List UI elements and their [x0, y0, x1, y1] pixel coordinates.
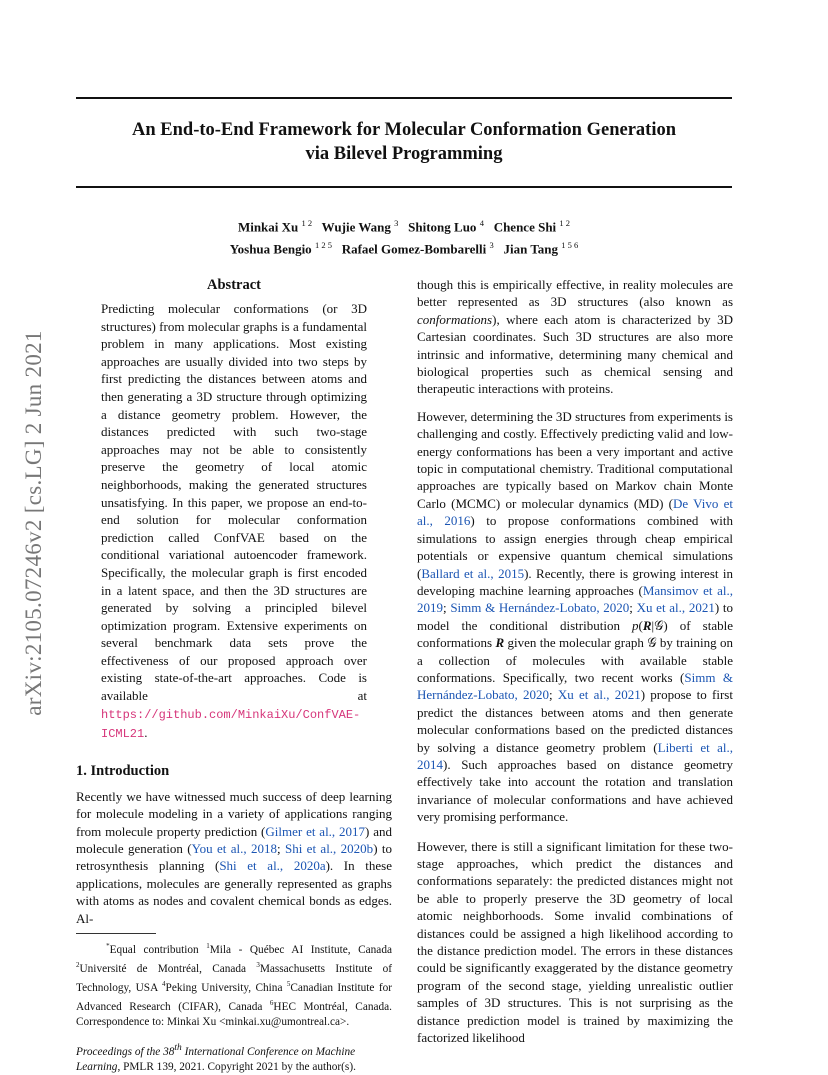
text-run: of stable conformations — [417, 617, 734, 651]
text-run: ), where each atom is characterized by 3D Cartesian coordinates. Such 3D structures are also more intrinsic and informative, determining many chemical and biological properties such as chemical sensing and therapeutic interactions with proteins. — [417, 311, 733, 397]
citation-link[interactable]: Xu et al., 2021 — [636, 600, 715, 616]
citation-link[interactable]: Simm & Hernández-Lobato, 2020 — [417, 669, 733, 703]
text-run: ). Recently, there is growing interest in developing machine learning approaches ( — [417, 565, 734, 598]
text-run: ; — [629, 600, 637, 616]
intro-paragraph — [76, 788, 392, 927]
footnote-mark: 2 — [76, 961, 80, 970]
text-run: ; — [443, 600, 451, 616]
author-affiliation: 3 — [489, 240, 494, 251]
citation-link[interactable]: Simm & Hernández-Lobato, 2020 — [450, 600, 630, 616]
abstract-end: . — [144, 725, 148, 741]
text-run: ) to propose conformations combined with simulations to assign energies through cheap empirical potentials or expensive quantum chemical simulations ( — [417, 513, 733, 581]
right-column — [417, 276, 733, 1046]
code-link[interactable]: https://github.com/MinkaiXu/ConfVAE-ICML21 — [101, 707, 361, 742]
text-run: th — [174, 1042, 182, 1053]
citation-link[interactable]: Shi et al., 2020b — [284, 841, 374, 857]
text-run: ) propose to first predict the distances between atoms and then generate molecular conformations based on the predicted distances by solving a distance geometry problem ( — [417, 687, 733, 755]
text-run: ) to model the conditional distribution — [417, 600, 733, 633]
math-symbol: p — [632, 617, 639, 633]
paper-title — [76, 118, 732, 166]
author-list — [76, 214, 732, 259]
text-run: HEC Montréal, Canada. Correspondence to: Minkai Xu <minkai.xu@umontreal.ca>. — [76, 1001, 392, 1029]
text-run: ). Such approaches based on distance geometry effectively take into account the rotation and translation invariance of molecular conformations and have achieved very promising performance. — [417, 756, 733, 825]
proceedings-note — [76, 1041, 392, 1075]
footnote-rule — [76, 933, 156, 934]
text-run: conformations — [417, 311, 493, 327]
text-run: Proceedings of the 38 — [76, 1045, 175, 1058]
author-name: Yoshua Bengio — [229, 241, 312, 257]
text-run: ) to retrosynthesis planning ( — [76, 841, 392, 874]
footnote-mark: 3 — [256, 961, 260, 970]
text-run: Mila - Québec AI Institute, Canada — [209, 943, 392, 956]
paragraph-1 — [417, 276, 733, 398]
author-affiliation: 1 2 — [301, 218, 313, 228]
text-run: ; — [548, 687, 558, 703]
citation-link[interactable]: Liberti et al., 2014 — [417, 739, 734, 772]
math-symbol: ( — [638, 617, 643, 633]
paragraph-3 — [417, 838, 733, 1047]
footnote-mark: 6 — [269, 999, 274, 1008]
title-rule-top — [76, 97, 732, 99]
citation-link[interactable]: Ballard et al., 2015 — [421, 565, 525, 581]
author-affiliation: 3 — [394, 218, 399, 228]
author-name: Jian Tang — [503, 241, 559, 257]
paper-title-line1: An End-to-End Framework for Molecular Conformation Generation — [132, 120, 676, 140]
math-symbol: 𝒢 — [654, 617, 664, 633]
section-heading-introduction: 1. Introduction — [76, 762, 170, 779]
text-run: Université de Montréal, Canada — [79, 962, 257, 975]
text-run: though this is empirically effective, in reality molecules are better represented as 3D structures (also known as — [417, 277, 733, 310]
author-affiliation: 1 2 — [559, 218, 571, 228]
abstract-heading: Abstract — [207, 277, 261, 293]
author-name: Shitong Luo — [408, 219, 477, 235]
citation-link[interactable]: De Vivo et al., 2016 — [417, 495, 734, 529]
author-line-1 — [76, 214, 732, 236]
citation-link[interactable]: Mansimov et al., 2019 — [417, 582, 733, 616]
text-run: ). In these applications, molecules are generally represented as graphs with atoms as nodes and covalent chemical bonds as edges. Al- — [76, 858, 392, 926]
footnote-mark: 4 — [162, 980, 166, 989]
math-symbol: R — [642, 617, 652, 633]
math-symbol: 𝒢 — [647, 635, 657, 651]
text-run: ; — [277, 841, 285, 857]
text-run: Canadian Institute for Advanced Research (CIFAR), Canada — [76, 981, 392, 1014]
paragraph-2 — [417, 408, 733, 826]
text-run: Equal contribution — [109, 943, 207, 956]
text-run: Recently we have witnessed much success of deep learning for molecule modeling in a variety of applications ranging from molecule property prediction ( — [76, 788, 392, 839]
math-symbol: ) — [663, 617, 668, 633]
author-affiliation: 4 — [479, 218, 484, 228]
author-name: Chence Shi — [493, 219, 557, 235]
citation-link[interactable]: Gilmer et al., 2017 — [265, 823, 366, 839]
citation-link[interactable]: You et al., 2018 — [191, 841, 277, 857]
author-affiliation: 1 2 5 — [314, 240, 332, 251]
paper-title-line2: via Bilevel Programming — [305, 144, 503, 164]
left-column — [76, 276, 392, 1075]
author-name: Minkai Xu — [237, 219, 299, 235]
math-symbol: | — [651, 617, 655, 633]
text-run: However, there is still a significant limitation for these two-stage approaches, which predict the distances and conformations separately: the predicted distances might not be able to properly preserve the 3D geometry of local atomic neighborhoods. Some invalid combinations of distances could be assigned a high likelihood according to the distance prediction model. The errors in these distances could be significantly exaggerated by the distance geometry program of the second stage, yielding unrealistic outlier samples of 3D structures. This is not surprising as the distance prediction model is trained by maximizing the factorized likelihood — [417, 838, 733, 1046]
author-affiliation: 1 5 6 — [561, 240, 579, 251]
footnote-mark: 5 — [286, 980, 291, 989]
text-run: , PMLR 139, 2021. Copyright 2021 by the author(s). — [117, 1060, 356, 1073]
footnote-mark: * — [106, 942, 110, 951]
footnote-mark: 1 — [206, 942, 210, 951]
math-symbol: R — [495, 635, 505, 651]
footnote-affiliations — [76, 939, 392, 1031]
arxiv-stamp — [21, 298, 47, 748]
abstract-body — [101, 300, 367, 744]
author-name: Wujie Wang — [321, 219, 391, 235]
title-rule-bottom — [76, 186, 732, 188]
text-run: Massachusetts Institute of Technology, USA — [76, 962, 392, 994]
text-run: Peking University, China — [165, 981, 287, 994]
author-line-2 — [76, 236, 732, 258]
text-run: ) and molecule generation ( — [76, 823, 392, 857]
text-run: given the molecular graph — [504, 635, 648, 651]
citation-link[interactable]: Shi et al., 2020a — [219, 858, 326, 874]
author-name: Rafael Gomez-Bombarelli — [341, 241, 487, 257]
abstract-text: Predicting molecular conformations (or 3D structures) from molecular graphs is a fundamental problem in many applications. Most existing approaches are usually divided into two steps by first predicting the distances between atoms and then generating a 3D structure through optimizing a distance geometry problem. However, the distances predicted with such two-stage approaches may not be able to consistently preserve the geometry of local atomic neighborhoods, making the generated structures unsatisfying. In this paper, we propose an end-to-end solution for molecular conformation prediction called ConfVAE based on the conditional variational autoencoder framework. Specifically, the molecular graph is first encoded in a latent space, and then the 3D structures are generated by solving a principled bilevel optimization program. Extensive experiments on several benchmark data sets prove the effectiveness of our proposed approach over existing state-of-the-art approaches. Code is available at — [101, 301, 367, 704]
text-run: However, determining the 3D structures from experiments is challenging and costly. Effectively predicting valid and low-energy conformations has been a very important and active topic in computational chemistry. Traditional computational approaches are typically based on Markov chain Monte Carlo (MCMC) or molecular dynamics (MD) ( — [417, 408, 733, 511]
text-run: International Conference on Machine Learning — [76, 1045, 356, 1073]
citation-link[interactable]: Xu et al., 2021 — [557, 687, 641, 703]
text-run: by training on a collection of molecules with available stable conformations. Specifically, two recent works ( — [417, 635, 733, 685]
arxiv-stamp-text: arXiv:2105.07246v2 [cs.LG] 2 Jun 2021 — [21, 330, 46, 716]
